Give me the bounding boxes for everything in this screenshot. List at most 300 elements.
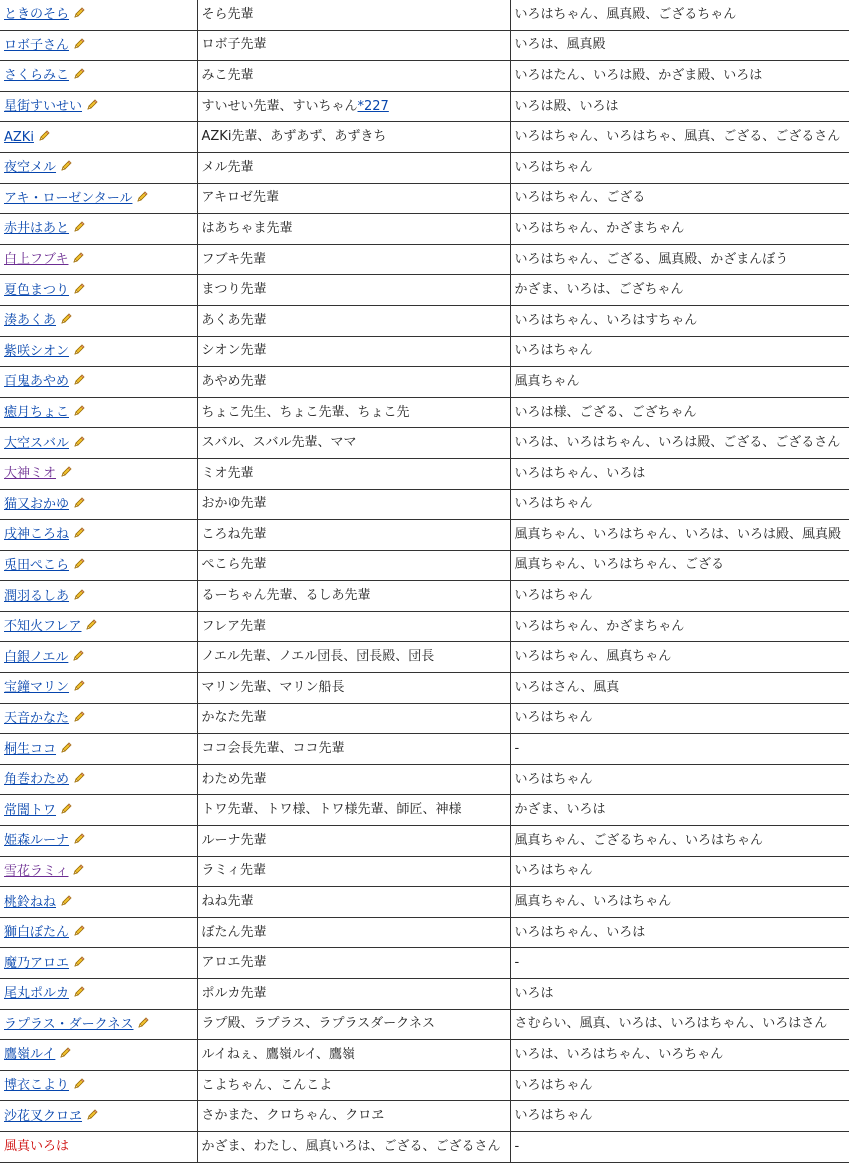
calls-text: かざま、いろは <box>514 802 606 818</box>
nickname-cell <box>197 489 510 520</box>
nickname-text: あやめ先輩 <box>201 373 267 389</box>
member-name-link[interactable]: 沙花叉クロヱ <box>4 1108 83 1124</box>
calls-text: 風真ちゃん、いろはちゃん、ござる <box>514 557 725 573</box>
member-cell <box>0 336 197 367</box>
calls-cell <box>510 183 849 214</box>
nickname-cell <box>197 826 510 857</box>
nickname-text: かざま、わたし、風真いろは、ござる、ござるさん <box>201 1138 501 1154</box>
member-cell <box>0 489 197 520</box>
table-row <box>0 826 849 857</box>
pencil-icon[interactable] <box>73 405 85 417</box>
calls-cell <box>510 275 849 306</box>
pencil-icon[interactable] <box>73 1078 85 1090</box>
pencil-icon[interactable] <box>86 99 98 111</box>
table-row <box>0 489 849 520</box>
member-name-link[interactable]: 百鬼あやめ <box>4 374 70 390</box>
member-name-link[interactable]: 獅白ぼたん <box>4 925 70 941</box>
pencil-icon[interactable] <box>73 527 85 539</box>
member-cell <box>0 397 197 428</box>
calls-cell <box>510 979 849 1010</box>
table-row <box>0 979 849 1010</box>
calls-text: いろはちゃん、いろはちゃ、風真、ござる、ござるさん <box>514 129 841 145</box>
nickname-text: ラプ殿、ラプラス、ラプラスダークネス <box>201 1016 435 1032</box>
nickname-text: フレア先輩 <box>201 618 266 634</box>
member-name-link[interactable]: ときのそら <box>4 7 70 23</box>
member-cell <box>0 764 197 795</box>
table-row <box>0 214 849 245</box>
member-name-link[interactable]: 夏色まつり <box>4 282 70 298</box>
calls-cell <box>510 673 849 704</box>
table-row <box>0 581 849 612</box>
table-row <box>0 275 849 306</box>
nickname-text: スバル、スバル先輩、ママ <box>201 435 357 451</box>
pencil-icon[interactable] <box>73 7 85 19</box>
nickname-cell <box>197 1040 510 1071</box>
member-cell <box>0 703 197 734</box>
nickname-text: マリン先輩、マリン船長 <box>201 679 345 695</box>
member-cell <box>0 520 197 551</box>
nickname-text: こよちゃん、こんこよ <box>201 1077 333 1093</box>
nickname-text: るーちゃん先輩、るしあ先輩 <box>201 588 371 604</box>
table-row <box>0 152 849 183</box>
nickname-text: ちょこ先生、ちょこ先輩、ちょこ先 <box>201 404 410 420</box>
calls-text: いろは、風真殿 <box>514 37 606 53</box>
member-name-link[interactable]: 大空スバル <box>4 435 70 451</box>
nickname-cell <box>197 244 510 275</box>
nickname-text: ころね先輩 <box>201 526 267 542</box>
calls-text: いろは <box>514 985 554 1001</box>
nickname-text: そら先輩 <box>201 6 254 22</box>
nickname-text: ノエル先輩、ノエル団長、団長殿、団長 <box>201 649 435 665</box>
member-cell <box>0 458 197 489</box>
pencil-icon[interactable] <box>73 374 85 386</box>
calls-text: いろはちゃん、かざまちゃん <box>514 220 685 236</box>
member-name-link[interactable]: 戌神ころね <box>4 527 70 543</box>
calls-cell <box>510 397 849 428</box>
calls-text: いろはちゃん、ござる <box>514 190 646 206</box>
nickname-text: ねね先輩 <box>201 894 254 910</box>
table-row <box>0 428 849 459</box>
member-cell <box>0 856 197 887</box>
calls-text: いろはさん、風真 <box>514 679 620 695</box>
nickname-cell <box>197 1131 510 1162</box>
nickname-cell <box>197 91 510 122</box>
nickname-cell <box>197 275 510 306</box>
nickname-text: ロボ子先輩 <box>201 37 267 53</box>
member-name-link[interactable]: 大神ミオ <box>4 466 57 482</box>
calls-text: いろはちゃん <box>514 343 593 359</box>
calls-cell <box>510 826 849 857</box>
table-row <box>0 91 849 122</box>
member-cell <box>0 887 197 918</box>
calls-cell <box>510 458 849 489</box>
nickname-cell <box>197 520 510 551</box>
member-cell <box>0 367 197 398</box>
member-name-link[interactable]: 白銀ノエル <box>4 649 69 665</box>
nickname-text: ぼたん先輩 <box>201 924 267 940</box>
table-row <box>0 1009 849 1040</box>
pencil-icon[interactable] <box>73 589 85 601</box>
nickname-text: アキロゼ先輩 <box>201 190 279 206</box>
nickname-text: ルーナ先輩 <box>201 832 267 848</box>
nickname-text: おかゆ先輩 <box>201 496 267 512</box>
member-cell <box>0 642 197 673</box>
nickname-text: みこ先輩 <box>201 67 254 83</box>
calls-text: いろは、いろはちゃん、いろちゃん <box>514 1046 724 1062</box>
nickname-cell <box>197 611 510 642</box>
nickname-cell <box>197 152 510 183</box>
member-name-link[interactable]: 湊あくあ <box>4 313 57 329</box>
calls-cell <box>510 214 849 245</box>
member-name-link[interactable]: 常闇トワ <box>4 802 57 818</box>
pencil-icon[interactable] <box>73 497 85 509</box>
nickname-text: すいせい先輩、すいちゃん <box>201 98 358 114</box>
member-name-link[interactable]: 紫咲シオン <box>4 343 70 359</box>
table-row <box>0 336 849 367</box>
nickname-cell <box>197 642 510 673</box>
table-row <box>0 795 849 826</box>
nickname-cell <box>197 795 510 826</box>
calls-cell <box>510 305 849 336</box>
member-name-link[interactable]: 夜空メル <box>4 160 57 176</box>
calls-text: - <box>514 741 520 757</box>
member-cell <box>0 0 197 30</box>
nickname-cell <box>197 917 510 948</box>
table-row <box>0 305 849 336</box>
calls-cell <box>510 0 849 30</box>
calls-text: いろは様、ござる、ござちゃん <box>514 404 697 420</box>
nickname-text: ぺこら先輩 <box>201 557 267 573</box>
member-name-link[interactable]: 雪花ラミィ <box>4 863 69 879</box>
member-name-link[interactable]: 兎田ぺこら <box>4 557 70 573</box>
member-name-link[interactable]: 姫森ルーナ <box>4 833 70 849</box>
nickname-text: トワ先輩、トワ様、トワ様先輩、師匠、神様 <box>201 802 462 818</box>
member-name-link[interactable]: 天音かなた <box>4 710 70 726</box>
member-name-link[interactable]: 猫又おかゆ <box>4 496 70 512</box>
table-row <box>0 367 849 398</box>
calls-cell <box>510 30 849 61</box>
calls-cell <box>510 152 849 183</box>
calls-cell <box>510 1040 849 1071</box>
nickname-cell <box>197 183 510 214</box>
calls-cell <box>510 1009 849 1040</box>
calls-cell <box>510 428 849 459</box>
nickname-cell <box>197 581 510 612</box>
member-name-link[interactable]: 魔乃アロエ <box>4 955 70 971</box>
nickname-text: アロエ先輩 <box>201 955 267 971</box>
member-cell <box>0 1040 197 1071</box>
calls-cell <box>510 91 849 122</box>
nickname-cell <box>197 30 510 61</box>
nickname-text: かなた先輩 <box>201 710 267 726</box>
calls-cell <box>510 367 849 398</box>
nickname-cell <box>197 397 510 428</box>
nickname-cell <box>197 122 510 153</box>
nickname-cell <box>197 458 510 489</box>
table-row <box>0 1131 849 1162</box>
member-cell <box>0 550 197 581</box>
nickname-cell <box>197 673 510 704</box>
pencil-icon[interactable] <box>72 864 84 876</box>
pencil-icon[interactable] <box>60 160 72 172</box>
calls-cell <box>510 917 849 948</box>
nickname-cell <box>197 703 510 734</box>
pencil-icon[interactable] <box>73 833 85 845</box>
calls-text: 風真ちゃん、いろはちゃん、いろは、いろは殿、風真殿 <box>514 526 842 542</box>
member-name-link[interactable]: 角巻わため <box>4 772 70 788</box>
calls-cell <box>510 887 849 918</box>
calls-text: いろはちゃん、ござる、風真殿、かざまんぼう <box>514 251 789 267</box>
member-name-link[interactable]: 赤井はあと <box>4 221 70 237</box>
table-row <box>0 61 849 92</box>
calls-text: 風真ちゃん、いろはちゃん <box>514 894 672 910</box>
calls-text: 風真ちゃん <box>514 373 580 389</box>
table-row <box>0 703 849 734</box>
calls-text: いろは殿、いろは <box>514 98 619 114</box>
nickname-text: さかまた、クロちゃん、クロヱ <box>201 1108 385 1124</box>
table-row <box>0 520 849 551</box>
table-row <box>0 122 849 153</box>
pencil-icon[interactable] <box>73 956 85 968</box>
pencil-icon[interactable] <box>73 558 85 570</box>
pencil-icon[interactable] <box>73 344 85 356</box>
member-name-link[interactable]: 白上フブキ <box>4 252 69 268</box>
calls-text: いろはちゃん <box>514 588 593 604</box>
table-row <box>0 887 849 918</box>
pencil-icon[interactable] <box>60 895 72 907</box>
calls-text: いろはちゃん、かざまちゃん <box>514 618 685 634</box>
member-cell <box>0 428 197 459</box>
pencil-icon[interactable] <box>73 283 85 295</box>
calls-text: いろはちゃん、風真殿、ござるちゃん <box>514 6 737 22</box>
table-row <box>0 0 849 30</box>
pencil-icon[interactable] <box>60 466 72 478</box>
member-cell <box>0 673 197 704</box>
pencil-icon[interactable] <box>60 742 72 754</box>
nickname-text: フブキ先輩 <box>201 251 266 267</box>
calls-text: いろはちゃん <box>514 863 593 879</box>
member-name-link[interactable]: 癒月ちょこ <box>4 405 70 421</box>
member-name-link[interactable]: 宝鐘マリン <box>4 680 70 696</box>
member-cell <box>0 214 197 245</box>
calls-cell <box>510 122 849 153</box>
nickname-cell <box>197 887 510 918</box>
member-name-link[interactable]: 博衣こより <box>4 1078 70 1094</box>
member-cell <box>0 795 197 826</box>
member-cell <box>0 122 197 153</box>
pencil-icon[interactable] <box>73 925 85 937</box>
pencil-icon[interactable] <box>72 650 84 662</box>
calls-cell <box>510 611 849 642</box>
member-cell <box>0 91 197 122</box>
nickname-cell <box>197 214 510 245</box>
member-cell <box>0 183 197 214</box>
pencil-icon[interactable] <box>72 252 84 264</box>
nickname-text: ルイねぇ、鷹嶺ルイ、鷹嶺 <box>201 1046 356 1062</box>
table-row <box>0 764 849 795</box>
nickname-cell <box>197 979 510 1010</box>
member-name-link[interactable]: ラプラス・ダークネス <box>4 1016 134 1032</box>
member-cell <box>0 734 197 765</box>
calls-cell <box>510 61 849 92</box>
member-cell <box>0 948 197 979</box>
nickname-text: AZKi先輩、あずあず、あずきち <box>201 129 387 145</box>
member-name-link[interactable]: 不知火フレア <box>4 619 82 635</box>
nickname-cell <box>197 734 510 765</box>
member-name-link[interactable]: 鷹嶺ルイ <box>4 1047 56 1063</box>
member-cell <box>0 1131 197 1162</box>
calls-text: - <box>514 1138 520 1154</box>
member-cell <box>0 581 197 612</box>
pencil-icon[interactable] <box>73 221 85 233</box>
member-cell <box>0 611 197 642</box>
pencil-icon[interactable] <box>137 1017 149 1029</box>
calls-text: いろは、いろはちゃん、いろは殿、ござる、ござるさん <box>514 435 841 451</box>
nickname-cell <box>197 305 510 336</box>
calls-cell <box>510 642 849 673</box>
nickname-text: あくあ先輩 <box>201 312 267 328</box>
table-row <box>0 917 849 948</box>
member-cell <box>0 61 197 92</box>
nickname-cell <box>197 948 510 979</box>
member-name-link[interactable]: 潤羽るしあ <box>4 588 70 604</box>
nickname-cell <box>197 1070 510 1101</box>
nickname-text: メル先輩 <box>201 159 254 175</box>
calls-text: いろはちゃん <box>514 1077 593 1093</box>
member-cell <box>0 1070 197 1101</box>
table-row <box>0 1101 849 1132</box>
calls-cell <box>510 550 849 581</box>
nickname-cell <box>197 550 510 581</box>
member-name-link[interactable]: 桃鈴ねね <box>4 894 57 910</box>
pencil-icon[interactable] <box>60 803 72 815</box>
member-name-link[interactable]: 尾丸ポルカ <box>4 986 70 1002</box>
member-name-link[interactable]: 星街すいせい <box>4 99 83 115</box>
calls-text: いろはちゃん、いろは <box>514 924 646 940</box>
member-name-link[interactable]: さくらみこ <box>4 68 70 84</box>
calls-cell <box>510 489 849 520</box>
pencil-icon[interactable] <box>59 1047 71 1059</box>
nickname-text: わため先輩 <box>201 771 267 787</box>
nickname-text: ラミィ先輩 <box>201 863 266 879</box>
calls-cell <box>510 244 849 275</box>
nickname-cell <box>197 336 510 367</box>
member-name-link[interactable]: 桐生ココ <box>4 741 57 757</box>
calls-cell <box>510 520 849 551</box>
nickname-cell <box>197 61 510 92</box>
calls-text: - <box>514 955 520 971</box>
nickname-cell <box>197 856 510 887</box>
table-row <box>0 856 849 887</box>
calls-text: いろはちゃん <box>514 710 593 726</box>
member-cell <box>0 1101 197 1132</box>
calls-cell <box>510 948 849 979</box>
calls-text: いろはちゃん、いろはすちゃん <box>514 312 698 328</box>
calls-text: いろはちゃん、いろは <box>514 465 646 481</box>
nickname-text: ココ会長先輩、ココ先輩 <box>201 741 345 757</box>
calls-text: いろはちゃん <box>514 159 593 175</box>
pencil-icon[interactable] <box>86 1109 98 1121</box>
pencil-icon[interactable] <box>73 711 85 723</box>
member-cell <box>0 244 197 275</box>
table-row <box>0 550 849 581</box>
member-name-link[interactable]: ロボ子さん <box>4 37 70 53</box>
calls-cell <box>510 734 849 765</box>
footnote-link[interactable]: *227 <box>357 98 389 114</box>
pencil-icon[interactable] <box>73 986 85 998</box>
nickname-text: ポルカ先輩 <box>201 985 267 1001</box>
member-cell <box>0 917 197 948</box>
table-row <box>0 611 849 642</box>
member-name-link[interactable]: 風真いろは <box>4 1138 70 1154</box>
nickname-cell <box>197 428 510 459</box>
pencil-icon[interactable] <box>73 68 85 80</box>
pencil-icon[interactable] <box>73 772 85 784</box>
pencil-icon[interactable] <box>73 38 85 50</box>
nickname-cell <box>197 1101 510 1132</box>
nickname-text: まつり先輩 <box>201 282 267 298</box>
calls-text: いろはちゃん <box>514 1108 593 1124</box>
nickname-cell <box>197 764 510 795</box>
member-name-link[interactable]: アキ・ローゼンタール <box>4 190 133 206</box>
nickname-text: はあちゃま先輩 <box>201 220 293 236</box>
pencil-icon[interactable] <box>60 313 72 325</box>
table-row <box>0 642 849 673</box>
table-row <box>0 673 849 704</box>
calls-cell <box>510 703 849 734</box>
calls-cell <box>510 764 849 795</box>
calls-cell <box>510 1131 849 1162</box>
pencil-icon[interactable] <box>73 436 85 448</box>
member-cell <box>0 30 197 61</box>
pencil-icon[interactable] <box>85 619 97 631</box>
table-row <box>0 1040 849 1071</box>
table-row <box>0 948 849 979</box>
calls-text: いろはたん、いろは殿、かざま殿、いろは <box>514 67 763 83</box>
calls-cell <box>510 856 849 887</box>
member-cell <box>0 826 197 857</box>
nickname-text: ミオ先輩 <box>201 465 254 481</box>
member-cell <box>0 305 197 336</box>
calls-cell <box>510 1070 849 1101</box>
calls-cell <box>510 795 849 826</box>
table-row <box>0 183 849 214</box>
nickname-text: シオン先輩 <box>201 343 267 359</box>
calls-text: いろはちゃん <box>514 771 593 787</box>
calls-text: いろはちゃん、風真ちゃん <box>514 649 672 665</box>
calls-cell <box>510 581 849 612</box>
pencil-icon[interactable] <box>38 130 50 142</box>
calls-text: 風真ちゃん、ござるちゃん、いろはちゃん <box>514 832 764 848</box>
calls-cell <box>510 336 849 367</box>
table-row <box>0 734 849 765</box>
calls-text: さむらい、風真、いろは、いろはちゃん、いろはさん <box>514 1016 828 1032</box>
table-row <box>0 1070 849 1101</box>
pencil-icon[interactable] <box>136 191 148 203</box>
member-cell <box>0 979 197 1010</box>
nickname-cell <box>197 0 510 30</box>
table-row <box>0 458 849 489</box>
calls-cell <box>510 1101 849 1132</box>
member-cell <box>0 152 197 183</box>
member-cell <box>0 1009 197 1040</box>
table-row <box>0 30 849 61</box>
member-name-link[interactable]: AZKi <box>4 129 34 145</box>
table-row <box>0 397 849 428</box>
member-cell <box>0 275 197 306</box>
pencil-icon[interactable] <box>73 680 85 692</box>
nickname-cell <box>197 1009 510 1040</box>
